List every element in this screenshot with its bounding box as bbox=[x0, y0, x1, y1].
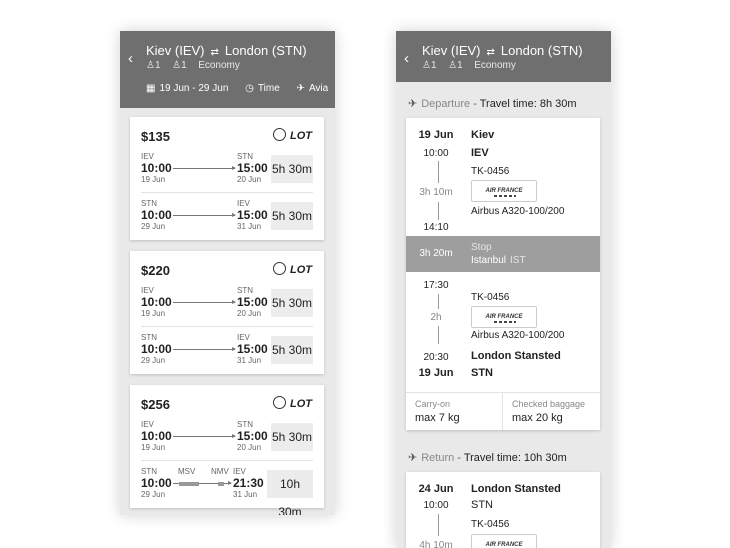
filter-dates[interactable]: ▦ 19 Jun - 29 Jun bbox=[146, 83, 229, 94]
destination-label: London (STN) bbox=[224, 43, 307, 58]
layover-code: IST bbox=[510, 255, 526, 266]
clock-icon: ◷ bbox=[245, 83, 254, 94]
outbound-segment: IEV 10:00 19 Jun STN 15:00 20 Jun 5h 30m bbox=[141, 152, 313, 184]
swap-icon: ⇄ bbox=[210, 47, 219, 58]
arrival-time: 20:30 bbox=[423, 352, 449, 363]
layover-bar bbox=[179, 482, 199, 486]
search-header bbox=[120, 31, 335, 108]
aircraft-type: Airbus A320-100/200 bbox=[471, 330, 565, 341]
flight-number: TK-0456 bbox=[471, 292, 510, 303]
air-france-logo: AIR FRANCE bbox=[471, 534, 537, 548]
duration-badge: 10h 30m bbox=[267, 470, 313, 498]
return-section-title: ✈ Return - Travel time: 10h 30m bbox=[408, 452, 567, 464]
cabin-class: Economy bbox=[474, 60, 516, 71]
arrival-date: 19 Jun bbox=[418, 367, 454, 379]
passengers-summary: ♙1 ♙1 Economy bbox=[422, 60, 516, 71]
filter-avia[interactable]: ✈ Avia bbox=[296, 83, 329, 94]
duration-badge: 5h 30m bbox=[271, 155, 313, 183]
result-card[interactable] bbox=[130, 251, 324, 374]
return-city: London Stansted bbox=[471, 483, 561, 495]
search-header bbox=[396, 31, 611, 82]
outbound-segment: IEV 10:00 19 Jun STN 15:00 20 Jun 5h 30m bbox=[141, 420, 313, 452]
child-icon: ♙ bbox=[448, 60, 458, 71]
filter-time[interactable]: ◷ Time bbox=[245, 83, 280, 94]
filter-bar bbox=[146, 83, 335, 94]
back-arrow-icon[interactable]: ‹ bbox=[128, 50, 133, 67]
result-card[interactable] bbox=[130, 117, 324, 240]
adult-icon: ♙ bbox=[422, 60, 431, 71]
flight-arrow bbox=[173, 215, 235, 216]
departure-time: 17:30 bbox=[423, 280, 449, 291]
segment-duration: 4h 10m bbox=[419, 540, 453, 548]
air-france-logo: AIR FRANCE bbox=[471, 180, 537, 202]
arrival-time: 14:10 bbox=[423, 222, 449, 233]
results-screen bbox=[120, 31, 335, 515]
departure-time: 10:00 bbox=[423, 148, 449, 159]
lot-crane-icon bbox=[273, 262, 286, 275]
destination-label: London (STN) bbox=[500, 43, 583, 58]
checked-baggage-info: Checked baggage max 20 kg bbox=[503, 392, 600, 430]
route-title[interactable] bbox=[422, 43, 583, 58]
layover-bar bbox=[218, 482, 224, 486]
airline-logo: LOT bbox=[273, 396, 312, 410]
return-airport-code: STN bbox=[471, 499, 493, 511]
aircraft-type: Airbus A320-100/200 bbox=[471, 206, 565, 217]
stop-code: NMV bbox=[211, 467, 229, 476]
airline-logo: LOT bbox=[273, 128, 312, 142]
return-plane-icon: ✈ bbox=[408, 452, 418, 464]
layover-city: Istanbul bbox=[471, 255, 507, 266]
plane-icon: ✈ bbox=[296, 83, 305, 94]
departure-plane-icon: ✈ bbox=[408, 98, 418, 110]
result-card[interactable] bbox=[130, 385, 324, 515]
swap-icon: ⇄ bbox=[486, 47, 495, 58]
flight-arrow bbox=[173, 302, 235, 303]
price: $135 bbox=[141, 129, 170, 144]
duration-badge: 5h 30m bbox=[271, 289, 313, 317]
cabin-class: Economy bbox=[198, 60, 240, 71]
return-itinerary-card bbox=[406, 472, 600, 548]
return-time: 10:00 bbox=[423, 500, 449, 511]
flight-arrow bbox=[173, 168, 235, 169]
adult-icon: ♙ bbox=[146, 60, 155, 71]
duration-badge: 5h 30m bbox=[271, 423, 313, 451]
departure-itinerary-card bbox=[406, 118, 600, 430]
departure-date: 19 Jun bbox=[418, 129, 454, 141]
flight-number: TK-0456 bbox=[471, 166, 510, 177]
flight-details-screen bbox=[396, 31, 611, 548]
calendar-icon: ▦ bbox=[146, 83, 156, 94]
air-france-logo: AIR FRANCE bbox=[471, 306, 537, 328]
child-icon: ♙ bbox=[172, 60, 182, 71]
layover-band: 3h 20m Stop Istanbul IST bbox=[406, 236, 600, 272]
departure-airport-code: IEV bbox=[471, 147, 489, 159]
flight-number: TK-0456 bbox=[471, 519, 510, 530]
stop-code: MSV bbox=[178, 467, 196, 476]
lot-crane-icon bbox=[273, 396, 286, 409]
return-segment: STN 10:00 29 Jun IEV 15:00 31 Jun 5h 30m bbox=[141, 333, 313, 365]
segment-duration: 2h bbox=[430, 312, 442, 323]
flight-arrow bbox=[173, 436, 235, 437]
price: $220 bbox=[141, 263, 170, 278]
airline-logo: LOT bbox=[273, 262, 312, 276]
route-title[interactable] bbox=[146, 43, 307, 58]
segment-duration: 3h 10m bbox=[419, 187, 453, 198]
arrival-city: London Stansted bbox=[471, 350, 561, 362]
back-arrow-icon[interactable]: ‹ bbox=[404, 50, 409, 67]
duration-badge: 5h 30m bbox=[271, 336, 313, 364]
passengers-summary: ♙1 ♙1 Economy bbox=[146, 60, 240, 71]
return-date: 24 Jun bbox=[418, 483, 454, 495]
lot-crane-icon bbox=[273, 128, 286, 141]
price: $256 bbox=[141, 397, 170, 412]
departure-section-title: ✈ Departure - Travel time: 8h 30m bbox=[408, 98, 577, 110]
return-segment: STN 10:00 29 Jun MSV NMV IEV 21:30 31 Jun 10h 30m bbox=[141, 467, 313, 505]
duration-badge: 5h 30m bbox=[271, 202, 313, 230]
return-segment: STN 10:00 29 Jun IEV 15:00 31 Jun 5h 30m bbox=[141, 199, 313, 231]
origin-label: Kiev (IEV) bbox=[146, 43, 205, 58]
arrival-airport-code: STN bbox=[471, 367, 493, 379]
layover-duration: 3h 20m bbox=[419, 248, 453, 259]
outbound-segment: IEV 10:00 19 Jun STN 15:00 20 Jun 5h 30m bbox=[141, 286, 313, 318]
departure-city: Kiev bbox=[471, 129, 495, 141]
origin-label: Kiev (IEV) bbox=[422, 43, 481, 58]
carry-on-info: Carry-on max 7 kg bbox=[406, 392, 503, 430]
flight-arrow bbox=[173, 349, 235, 350]
